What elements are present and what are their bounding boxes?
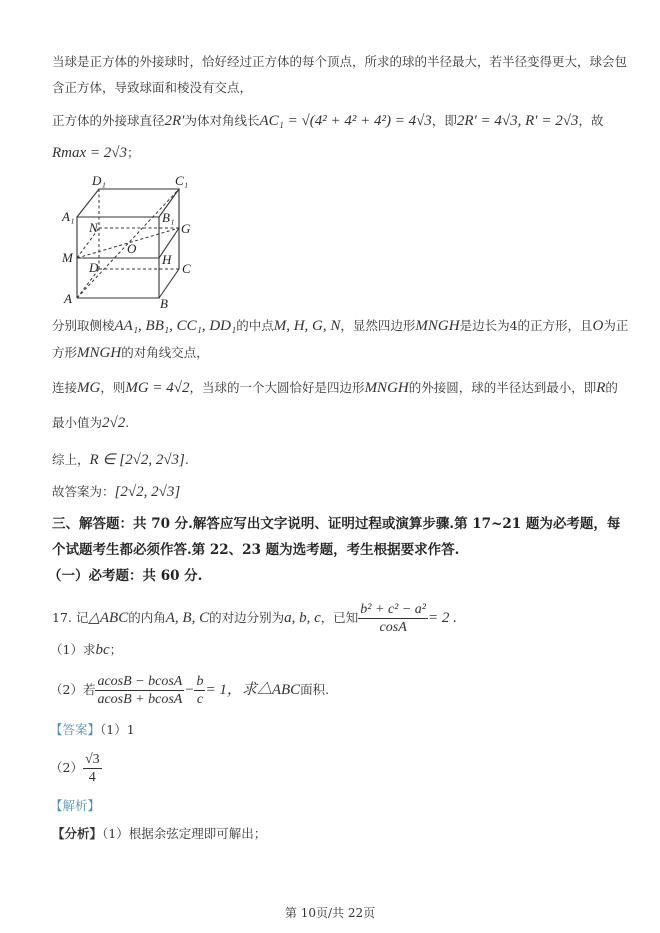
- text-line: [52, 113, 603, 129]
- text: 为体对角线长: [184, 113, 260, 128]
- math: O: [592, 318, 604, 334]
- label-m: M: [62, 250, 73, 265]
- label-n: N: [89, 220, 98, 235]
- label-d: D: [89, 260, 99, 275]
- text-line: [52, 318, 628, 334]
- text: 分别取侧棱: [52, 318, 115, 333]
- text: ，故: [578, 113, 604, 128]
- question-17: [52, 600, 457, 636]
- text: 的: [605, 380, 618, 395]
- section-heading: 三、解答题：共 70 分.解答应写出文字说明、证明过程或演算步骤.第 17~21 题为必考题，每: [52, 516, 621, 532]
- text-line: 当球是正方体的外接球时，恰好经过正方体的每个顶点，所求的球的半径最大，若半径变得更大，球会包: [52, 54, 628, 69]
- fenxi-label: 【分析】: [52, 826, 103, 841]
- text-line: 含正方体，导致球面和棱没有交点，: [52, 80, 253, 95]
- text: .: [184, 452, 189, 467]
- text: ，显然四边形: [340, 318, 416, 333]
- text-line: [52, 484, 180, 500]
- label-o: O: [127, 241, 137, 256]
- math: 2√2: [102, 415, 126, 431]
- text: （1）求: [50, 642, 96, 657]
- fraction: $\frac{\text{b² + c² − a²}}{\cos A}$: [360, 602, 426, 635]
- math: bc: [95, 642, 110, 658]
- math: = 1，求: [205, 682, 257, 698]
- subsection-heading: （一）必考题：共 60 分.: [48, 568, 203, 584]
- text: ，即: [431, 113, 457, 128]
- text: ；: [127, 145, 140, 160]
- label-c1: C₁: [175, 173, 189, 188]
- text: 为正: [603, 318, 629, 333]
- text: 综上，: [52, 452, 90, 467]
- text: 的内角: [128, 610, 166, 625]
- math: [2√2, 2√3]: [114, 484, 181, 500]
- text: 的中点: [236, 318, 274, 333]
- text-line: [52, 452, 189, 468]
- math: △ABC: [88, 610, 129, 626]
- question-part-1: [50, 642, 122, 658]
- text: 是边长为4的正方形，且: [459, 318, 593, 333]
- answer-label: 【答案】: [50, 722, 101, 737]
- label-c: C: [182, 261, 191, 276]
- label-b: B: [160, 296, 168, 310]
- text: 17. 记: [52, 610, 89, 625]
- label-b1: B₁: [162, 210, 175, 225]
- label-d1: D₁: [92, 173, 106, 188]
- math: 2R′ = 4√3, R′ = 2√3: [456, 113, 579, 129]
- analysis-label: 【解析】: [50, 798, 101, 813]
- math: −: [184, 682, 195, 698]
- text: 面积.: [300, 682, 330, 697]
- text: （1）根据余弦定理即可解出；: [102, 826, 267, 841]
- text-line: [52, 345, 209, 361]
- text: （1）1: [100, 722, 135, 737]
- math: R ∈ [2√2, 2√3]: [89, 452, 185, 468]
- label-a: A: [64, 291, 72, 306]
- text: ，已知: [320, 610, 359, 625]
- text: 连接: [52, 380, 78, 395]
- label-g: G: [181, 221, 191, 236]
- analysis-line: [52, 826, 266, 842]
- answer-line: [50, 722, 135, 738]
- label-h: H: [162, 252, 172, 267]
- text: 的对边分别为: [209, 610, 285, 625]
- text-line: [52, 415, 129, 431]
- math: a, b, c: [284, 610, 321, 626]
- text: （2）若: [50, 682, 96, 697]
- answer-line: [50, 750, 102, 786]
- label-a1: A₁: [62, 209, 75, 224]
- text: ，当球的一个大圆恰好是四边形: [189, 380, 365, 395]
- text-line: [52, 380, 618, 396]
- page-footer: 第 10页/共 22页: [284, 906, 376, 920]
- question-part-2: [50, 672, 329, 708]
- text: 的对角线交点，: [121, 345, 209, 360]
- text-line: [52, 145, 140, 161]
- text: 最小值为: [52, 415, 103, 430]
- section-heading: 个试题考生都必须作答.第 22、23 题为选考题，考生根据要求作答.: [52, 542, 460, 558]
- text: .: [125, 415, 130, 430]
- math: MG: [77, 380, 101, 396]
- cube-figure: [30, 165, 220, 310]
- math: A, B, C: [165, 610, 210, 626]
- math: MNGH: [415, 318, 460, 334]
- math: R: [596, 380, 606, 396]
- text: ；: [109, 642, 123, 657]
- math: AC₁ = √(4² + 4² + 4²) = 4√3: [259, 113, 432, 129]
- math: △ABC: [256, 682, 301, 698]
- text: ，则: [100, 380, 126, 395]
- math: 2R′: [164, 113, 185, 129]
- fraction: $\frac{√3}{4}$: [84, 752, 100, 785]
- text: 正方体的外接球直径: [52, 113, 165, 128]
- math: MNGH: [77, 345, 122, 361]
- text: 方形: [52, 345, 78, 360]
- text: 的外接圆，球的半径达到最小，即: [408, 380, 597, 395]
- math: MG = 4√2: [125, 380, 190, 396]
- text: 故答案为：: [52, 484, 115, 499]
- fraction: $\frac{b}{c}$: [196, 674, 204, 707]
- math: MNGH: [364, 380, 409, 396]
- math: Rmax = 2√3: [52, 145, 128, 161]
- math: M, H, G, N: [273, 318, 341, 334]
- text: （2）: [50, 760, 83, 775]
- fraction: $\frac{acosB - bcosA}{acosB + bcosA}$: [97, 674, 183, 707]
- math: = 2 .: [428, 610, 457, 626]
- math: AA₁, BB₁, CC₁, DD₁: [114, 318, 237, 334]
